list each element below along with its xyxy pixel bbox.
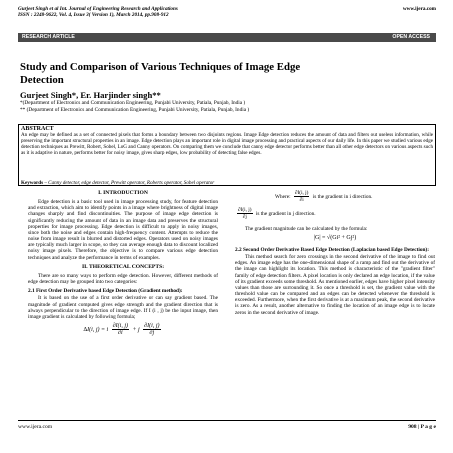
- where-label: Where:: [275, 193, 291, 200]
- abstract-box: [18, 124, 436, 186]
- paper-authors: Gurjeet Singh*, Er. Harjinder singh**: [20, 90, 161, 100]
- fraction-dj: [143, 323, 160, 336]
- theory-heading: II. THEORETICAL CONCEPTS:: [81, 263, 165, 270]
- header-website[interactable]: www.ijera.com: [402, 6, 436, 12]
- dj-line: [235, 207, 435, 220]
- affiliation-2: ** (Department of Electronics and Communication Engineering, Punjabi University, Patiala, Punjab, India ): [20, 107, 250, 113]
- keywords-label: Keywords: [21, 180, 44, 186]
- fraction-dj-right-num: ∂I(i, j): [238, 207, 252, 214]
- keywords-list: – Canny detector, edge detector, Prewitt operator, Roberts operator, Sobel operator: [44, 180, 215, 186]
- fraction-di-right-num: ∂I(i, j): [294, 190, 309, 196]
- fraction-di-num: ∂I(i, j): [112, 322, 128, 329]
- affiliation-1: *(Department of Electronics and Communication Engineering, Punjabi University, Patiala, Punjab, India ): [20, 100, 246, 106]
- grad-j-text: is the gradient in j direction.: [255, 211, 316, 218]
- gradient-eq-lhs: ∆I(i, j) = i: [83, 327, 109, 333]
- fraction-dj-num: ∂I(i, j): [144, 322, 160, 329]
- citation-line-2: ISSN : 2248-9622, Vol. 4, Issue 3( Version 1), March 2014, pp.908-912: [18, 12, 169, 19]
- left-column: [28, 188, 218, 339]
- fraction-dj-right: [237, 207, 253, 220]
- theory-text: There are so many ways to perform edge detection. However, different methods of edge detection may be grouped into two categories:: [28, 272, 218, 286]
- gradient-eq-mid: + j: [132, 327, 140, 333]
- grad-i-text: is the gradient in i direction.: [312, 193, 373, 200]
- intro-heading: I. INTRODUCTION: [98, 190, 148, 196]
- gradient-equation: [28, 323, 218, 336]
- magnitude-text: The gradient magnitude can be calculated by the formula:: [245, 225, 368, 232]
- fraction-dj-den: ∂j: [149, 330, 155, 337]
- abstract-heading: ABSTRACT: [21, 126, 54, 132]
- fraction-dj-right-den: ∂j: [242, 214, 247, 221]
- fraction-di-den: ∂i: [118, 330, 123, 337]
- article-banner: [18, 33, 436, 42]
- subsection-2-2-heading: 2.2 Second Order Derivative Based Edge Detection (Laplacian based Edge Detection):: [235, 246, 429, 253]
- banner-research-article: RESEARCH ARTICLE: [22, 34, 75, 40]
- journal-header: [18, 6, 436, 19]
- page-number: 908 | P a g e: [408, 424, 436, 430]
- fraction-di-right-den: ∂i: [299, 197, 304, 204]
- abstract-text: An edge may be defined as a set of connected pixels that forms a boundary between two disjoints regions. Image Edge detection reduces the amount of data and filters out useless information, while preserving the important structural properties in an image. Edge detection plays an important role in digital image processing and practical aspects of our daily life. In this paper we studied various edge detection techniques as Prewitt, Robert, Sobel, LoG and Canny operators. On comparing them we conclude that canny edge detector performs better than all other edge detectors on various aspects such as it is adaptive in nature, performs better for noisy image, gives sharp edges, low probability of detecting false edges.: [21, 132, 433, 156]
- fraction-di: [112, 323, 129, 336]
- subsection-2-1-heading: 2.1 First Order Derivative based Edge Detection (Gradient method):: [28, 288, 183, 295]
- keywords: [21, 180, 214, 186]
- citation-line-1: Gurjeet Singh et al Int. Journal of Engineering Research and Applications: [18, 6, 178, 12]
- page-footer: [18, 420, 436, 430]
- footer-website[interactable]: www.ijera.com: [18, 424, 53, 430]
- banner-open-access: OPEN ACCESS: [392, 34, 430, 40]
- paper-title: Study and Comparison of Various Techniques of Image Edge Detection: [20, 61, 301, 86]
- subsection-2-1-text: It is based on the use of a first order derivative or can say gradient based. The magnitude of gradient computed gives edge strength and the gradient direction that is always perpendicular to the direction of image edge. If I (i , j) be the input image, then image gradient is calculated by following formula;: [28, 295, 218, 320]
- where-di-line: [235, 190, 435, 203]
- magnitude-equation: |G| = √(Gi² + Gj²): [313, 234, 357, 241]
- right-column: [235, 189, 435, 319]
- intro-text: Edge detection is a basic tool used in image processing study, for feature detection and extraction, which aim to identify points in a image where brightness of digital image changes sharply and find discontinuities. The purpose of image edge detection is significantly reducing the amount of data in an image data and preserves the structural properties for image processing. Edge detection is difficult to apply in noisy images, since both the noise and edges contain high-frequency content. Attempts to reduce the noise from image result in blurred and distorted edges. Operators used on noisy images are typically much larger in scope, so they can average enough data to discount localized noisy image pixels. Therefore, the objective is to compare various edge detection techniques and analyze the performance in terms of examples.: [28, 199, 218, 261]
- fraction-di-right: [294, 190, 310, 203]
- subsection-2-2-text: This method search for zero crossings in the second derivative of the image to find out edges. An image edge has the one-dimensional shape of a ramp and find out the derivative of the image can highlight its location. This method is characteristic of the "gradient filter" family of edge detection filters. A pixel location is only declared an edge location, if the value of its gradient exceeds some threshold. As mentioned earlier, edges have higher pixel intensity values than those are surrounding it. So once a threshold is set, the gradient value with the threshold value can be compared and an edges can be detected whenever the threshold is exceeded. Furthermore, when the first derivative is at a maximum peak, the second derivative is zero. As a result, another alternative to finding the location of an image edge is to locate zeros in the second derivative of image.: [235, 254, 435, 316]
- affiliations: [20, 100, 249, 114]
